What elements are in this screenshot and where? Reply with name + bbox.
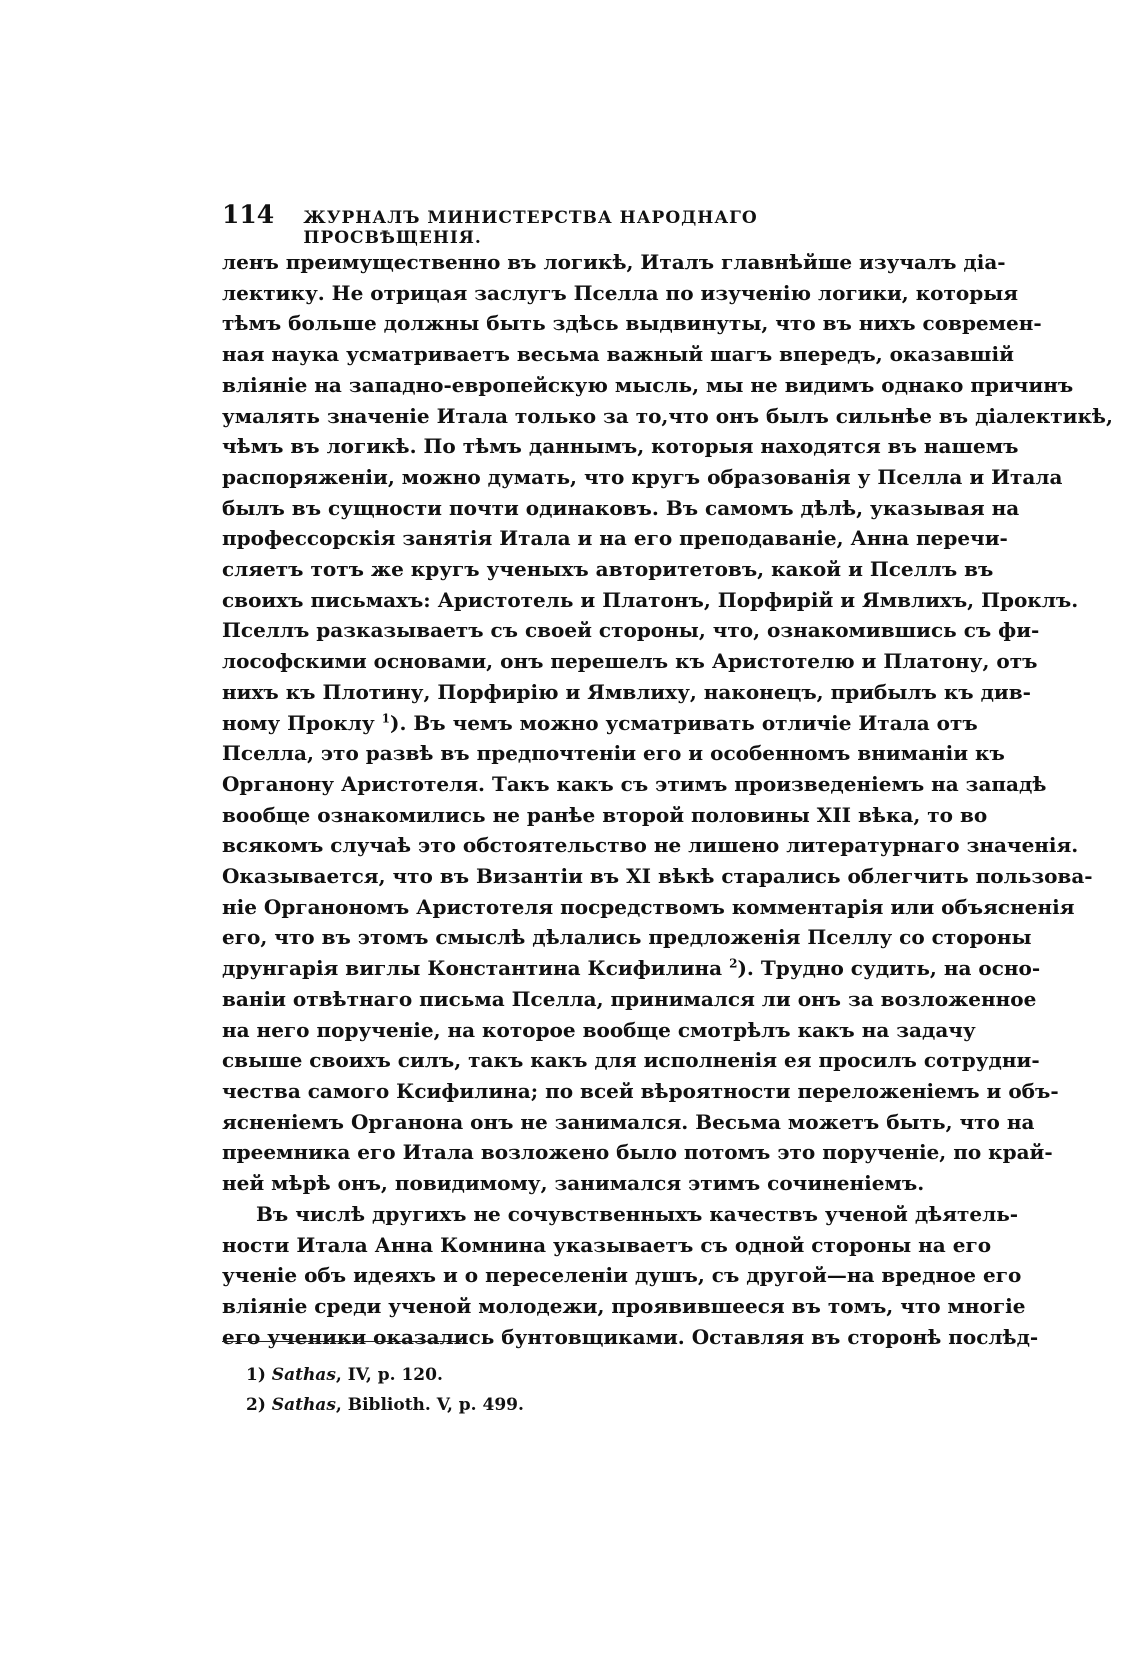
text-line: Оказывается, что въ Византіи въ XI вѣкѣ старались облегчить пользова- bbox=[222, 864, 1093, 889]
text-line: ная наука усматриваетъ весьма важный шагъ впередъ, оказавшій bbox=[222, 342, 1014, 367]
text-segment: ному Проклу bbox=[222, 710, 375, 735]
text-line: былъ въ сущности почти одинаковъ. Въ самомъ дѣлѣ, указывая на bbox=[222, 495, 1020, 520]
text-line: лософскими основами, онъ перешелъ къ Аристотелю и Платону, отъ bbox=[222, 649, 1038, 674]
text-line: преемника его Итала возложено было потомъ это порученіе, по край- bbox=[222, 1140, 1053, 1165]
text-line: тѣмъ больше должны быть здѣсь выдвинуты, что въ нихъ современ- bbox=[222, 311, 1042, 336]
text-line: ности Итала Анна Комнина указываетъ съ одной стороны на его bbox=[222, 1232, 992, 1257]
text-line: его ученики оказались бунтовщиками. Оставляя въ сторонѣ послѣд- bbox=[222, 1324, 1039, 1349]
text-line: профессорскія занятія Итала и на его преподаваніе, Анна перечи- bbox=[222, 526, 1008, 551]
text-line: ней мѣрѣ онъ, повидимому, занимался этимъ сочиненіемъ. bbox=[222, 1171, 925, 1196]
text-line: умалять значеніе Итала только за то,что онъ былъ сильнѣе въ діалектикѣ, bbox=[222, 403, 1113, 428]
text-line: вообще ознакомились не ранѣе второй половины XII вѣка, то во bbox=[222, 802, 988, 827]
text-line: всякомъ случаѣ это обстоятельство не лишено литературнаго значенія. bbox=[222, 833, 1079, 858]
running-head: ЖУРНАЛЪ МИНИСТЕРСТВА НАРОДНАГО ПРОСВѢЩЕНІЯ. bbox=[303, 208, 758, 248]
body-text bbox=[222, 247, 1113, 1352]
footnote-marker: 2) bbox=[246, 1395, 266, 1415]
footnotes bbox=[246, 1360, 524, 1420]
text-line bbox=[222, 708, 978, 739]
footnote-author: Sathas bbox=[271, 1365, 336, 1385]
text-line: на него порученіе, на которое вообще смотрѣлъ какъ на задачу bbox=[222, 1017, 976, 1042]
text-line: ясненіемъ Органона онъ не занимался. Весьма можетъ быть, что на bbox=[222, 1109, 1035, 1134]
text-line: ваніи отвѣтнаго письма Пселла, принимался ли онъ за возложенное bbox=[222, 986, 1037, 1011]
text-line: чѣмъ въ логикѣ. По тѣмъ даннымъ, которыя находятся въ нашемъ bbox=[222, 434, 1019, 459]
text-line: сляетъ тотъ же кругъ ученыхъ авторитетовъ, какой и Пселлъ въ bbox=[222, 557, 994, 582]
page-header bbox=[222, 200, 882, 248]
footnote-marker: 1) bbox=[246, 1365, 266, 1385]
text-line: лектику. Не отрицая заслугъ Пселла по изученію логики, которыя bbox=[222, 280, 1019, 305]
footnote-1 bbox=[246, 1360, 524, 1390]
text-line: распоряженіи, можно думать, что кругъ образованія у Пселла и Итала bbox=[222, 464, 1063, 489]
text-line: вліяніе на западно-европейскую мысль, мы не видимъ однако причинъ bbox=[222, 372, 1074, 397]
text-line: Органону Аристотеля. Такъ какъ съ этимъ произведеніемъ на западѣ bbox=[222, 771, 1047, 796]
footnote-text: , Biblioth. V, p. 499. bbox=[335, 1395, 524, 1415]
text-line: Пселла, это развѣ въ предпочтеніи его и особенномъ вниманіи къ bbox=[222, 741, 1005, 766]
page-number: 114 bbox=[222, 200, 275, 229]
footnote-ref-2: 2 bbox=[729, 956, 738, 971]
text-line: ленъ преимущественно въ логикѣ, Италъ главнѣйше изучалъ діа- bbox=[222, 250, 1006, 274]
text-line: Въ числѣ другихъ не сочувственныхъ качествъ ученой дѣятель- bbox=[256, 1201, 1019, 1226]
footnote-ref-1: 1 bbox=[381, 710, 391, 725]
text-line: его, что въ этомъ смыслѣ дѣлались предложенія Пселлу со стороны bbox=[222, 925, 1032, 950]
text-segment: ). Трудно судить, на осно- bbox=[737, 956, 1041, 981]
text-line: ніе Органономъ Аристотеля посредствомъ комментарія или объясненія bbox=[222, 894, 1075, 919]
text-line: Пселлъ разказываетъ съ своей стороны, что, ознакомившись съ фи- bbox=[222, 618, 1040, 643]
footnote-author: Sathas bbox=[271, 1395, 336, 1415]
text-segment: ). Въ чемъ можно усматривать отличіе Итала отъ bbox=[390, 710, 978, 735]
footnote-2 bbox=[246, 1390, 524, 1420]
text-segment: друнгарія виглы Константина Ксифилина bbox=[222, 956, 723, 981]
text-line: своихъ письмахъ: Аристотель и Платонъ, Порфирій и Ямвлихъ, Проклъ. bbox=[222, 587, 1079, 612]
text-line: чества самого Ксифилина; по всей вѣроятности переложеніемъ и объ- bbox=[222, 1078, 1059, 1103]
text-line: нихъ къ Плотину, Порфирію и Ямвлиху, наконецъ, прибылъ къ див- bbox=[222, 679, 1031, 704]
footnote-text: , IV, p. 120. bbox=[335, 1365, 443, 1385]
text-line: свыше своихъ силъ, такъ какъ для исполненія ея просилъ сотрудни- bbox=[222, 1048, 1040, 1073]
text-line: ученіе объ идеяхъ и о переселеніи душъ, съ другой—на вредное его bbox=[222, 1263, 1022, 1288]
text-line bbox=[222, 953, 1041, 984]
text-line: вліяніе среди ученой молодежи, проявившееся въ томъ, что многіе bbox=[222, 1293, 1026, 1318]
footnote-rule bbox=[222, 1341, 462, 1342]
